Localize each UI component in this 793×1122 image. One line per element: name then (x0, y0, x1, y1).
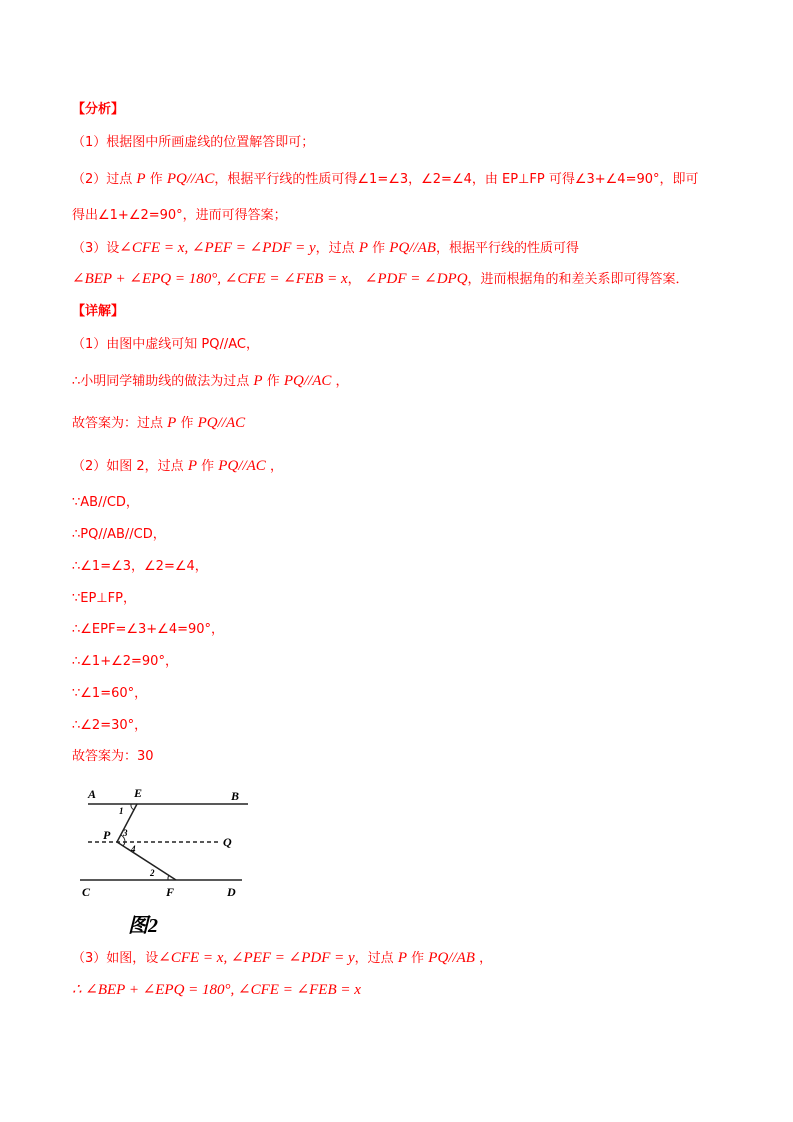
math-expr: PQ//AC (283, 373, 332, 389)
label-q: Q (223, 835, 232, 849)
text: 作 (149, 172, 163, 187)
detail-line-9: ∴∠EPF=∠3+∠4=90°， (72, 622, 225, 637)
label-c: C (82, 885, 91, 899)
analysis-line-5 (72, 270, 689, 289)
text: （3）如图，设 (72, 951, 159, 966)
math-expr: ∠CFE = x, ∠PEF = ∠PDF = y (158, 950, 355, 966)
geometry-figure-2 (80, 784, 255, 942)
text: （3）设 (72, 241, 120, 256)
math-point: P (358, 240, 368, 256)
math-expr: ∠PDF = ∠DPQ (364, 271, 468, 287)
math-expr: PQ//AB (389, 240, 436, 256)
figure-caption: 图2 (128, 915, 158, 937)
math-expr: PQ//AC (197, 415, 246, 431)
detail-line-12: ∴∠2=30°， (72, 718, 148, 733)
math-point: P (397, 950, 407, 966)
text: ，根据平行线的性质可得∠1=∠3，∠2=∠4，由 EP⊥FP 可得∠3+∠4=90°，即可 (214, 172, 699, 187)
analysis-line-1: （1）根据图中所画虚线的位置解答即可； (72, 135, 315, 150)
label-angle-2: 2 (150, 868, 155, 878)
detail-line-11: ∵∠1=60°， (72, 686, 148, 701)
text: 作 (266, 374, 280, 389)
analysis-heading: 【分析】 (72, 102, 125, 117)
math-expr: ∠CFE = x, ∠PEF = ∠PDF = y (119, 240, 316, 256)
figure-svg (80, 784, 255, 942)
text: ，进而根据角的和差关系即可得答案． (467, 272, 689, 287)
text: 作 (372, 241, 386, 256)
detail-line-6: ∴PQ//AB//CD， (72, 527, 166, 542)
detail-line-2 (72, 372, 349, 391)
detail-line-10: ∴∠1+∠2=90°， (72, 654, 178, 669)
math-point: P (136, 171, 146, 187)
label-d: D (227, 885, 236, 899)
detail-line-13: 故答案为：30 (72, 749, 154, 764)
detail-line-1: （1）由图中虚线可知 PQ//AC， (72, 337, 259, 352)
math-point: P (167, 415, 177, 431)
detail-line-3 (72, 414, 245, 433)
math-expr: PQ//AC (166, 171, 215, 187)
label-p: P (103, 828, 111, 842)
text: ， (335, 374, 349, 389)
label-a: A (88, 787, 97, 801)
label-angle-1: 1 (119, 806, 124, 816)
analysis-line-3: 得出∠1+∠2=90°，进而可得答案； (72, 208, 287, 223)
text: ，过点 (354, 951, 394, 966)
detail-line-4 (72, 457, 283, 476)
math-expr: ∠BEP + ∠EPQ = 180°, ∠CFE = ∠FEB = x (72, 271, 348, 287)
detail-line-15 (72, 981, 361, 1000)
label-e: E (134, 786, 143, 800)
text: （2）过点 (72, 172, 133, 187)
math-expr: ∴ ∠BEP + ∠EPQ = 180°, ∠CFE = ∠FEB = x (72, 982, 361, 998)
math-point: P (187, 458, 197, 474)
label-angle-4: 4 (131, 844, 136, 854)
detail-line-14 (72, 949, 492, 968)
text: ， (479, 951, 493, 966)
text: ，过点 (315, 241, 355, 256)
text: 作 (201, 459, 215, 474)
text: 故答案为：过点 (72, 416, 164, 431)
text: ，根据平行线的性质可得 (435, 241, 579, 256)
math-expr: PQ//AB (428, 950, 475, 966)
text: ， (347, 272, 361, 287)
detail-line-7: ∴∠1=∠3，∠2=∠4， (72, 559, 208, 574)
analysis-line-2 (72, 170, 699, 189)
label-f: F (166, 885, 175, 899)
label-angle-3: 3 (123, 828, 128, 838)
math-point: P (253, 373, 263, 389)
math-expr: PQ//AC (218, 458, 266, 474)
text: ， (269, 459, 283, 474)
detail-line-8: ∵EP⊥FP， (72, 591, 136, 606)
detail-line-5: ∵AB//CD， (72, 495, 139, 510)
analysis-line-4 (72, 239, 579, 258)
text: ∴小明同学辅助线的做法为过点 (72, 374, 250, 389)
label-b: B (231, 789, 240, 803)
segment-pf (117, 842, 176, 880)
text: 作 (180, 416, 194, 431)
text: 作 (411, 951, 425, 966)
text: （2）如图 2，过点 (72, 459, 184, 474)
detail-heading: 【详解】 (72, 304, 125, 319)
